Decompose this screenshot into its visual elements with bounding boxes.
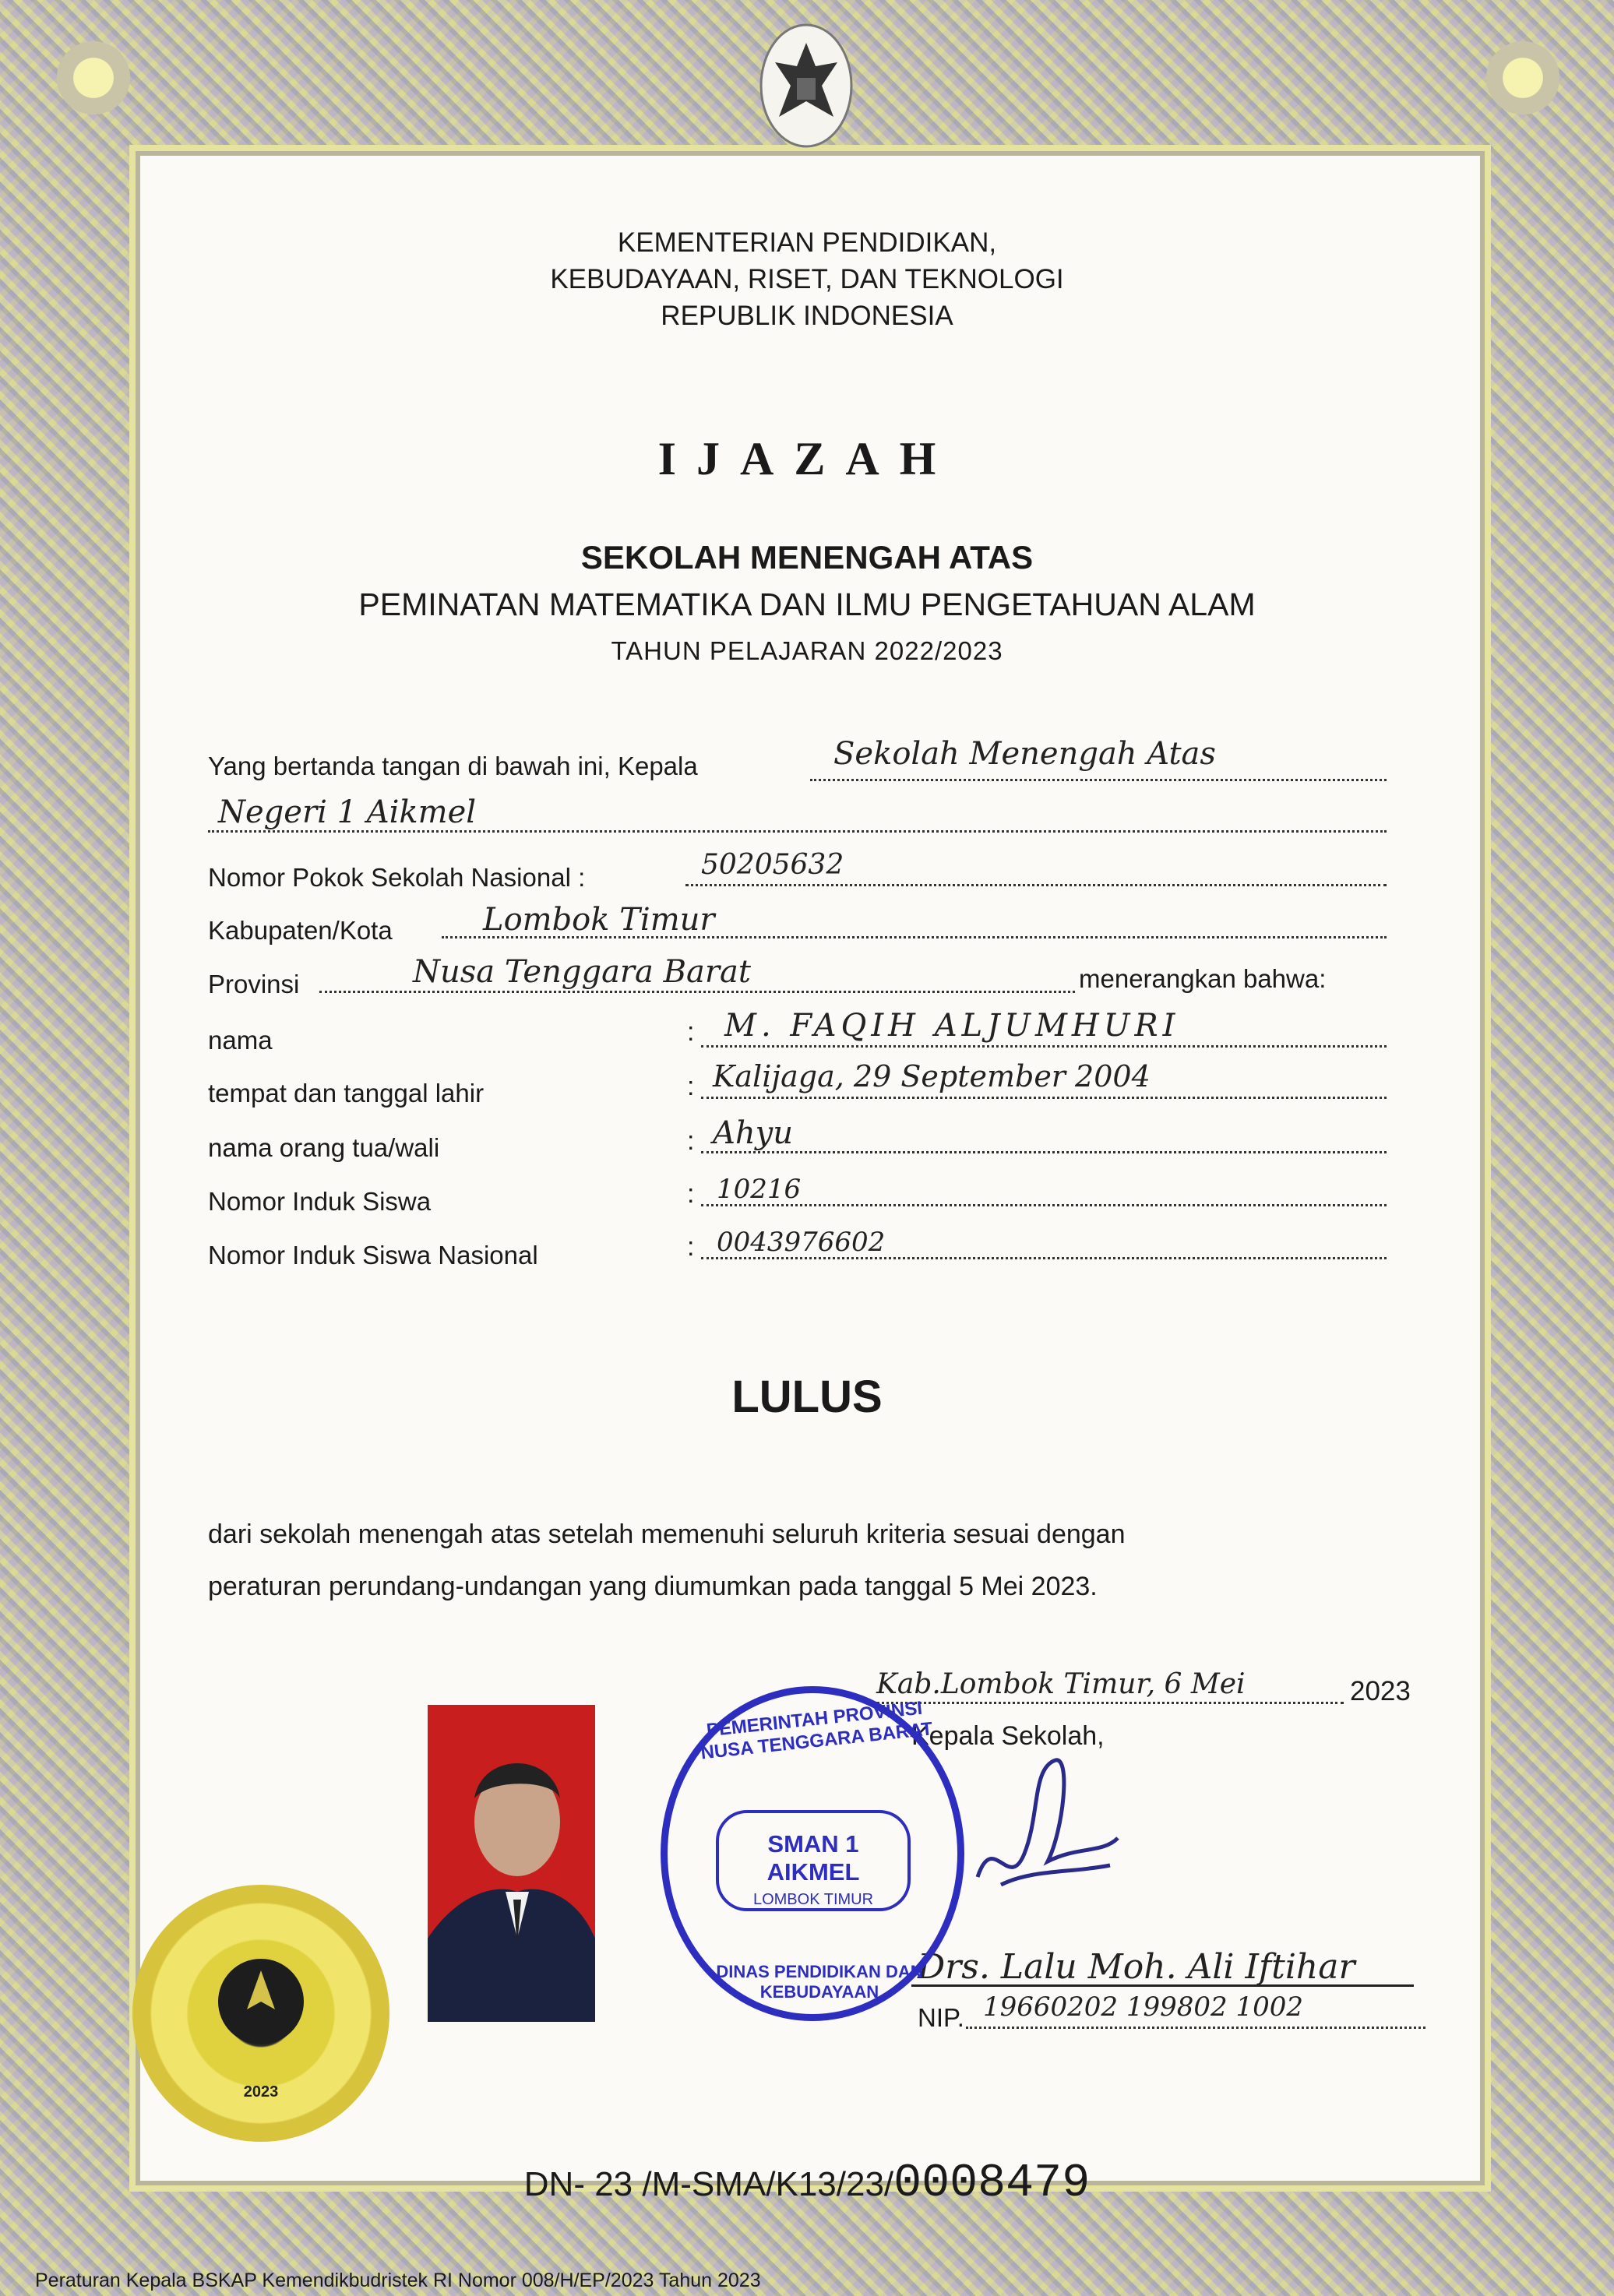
field-label: Nomor Induk Siswa xyxy=(208,1187,432,1216)
ministry-header xyxy=(0,224,1614,334)
dotted-line xyxy=(810,779,1387,781)
field-label: nama orang tua/wali xyxy=(208,1133,440,1162)
npsn-value: 50205632 xyxy=(701,849,844,881)
dotted-line xyxy=(701,1204,1387,1206)
national-student-id: 0043976602 xyxy=(717,1227,886,1258)
garuda-emblem-icon xyxy=(759,23,853,148)
city-label: Kabupaten/Kota xyxy=(208,916,393,945)
principal-name: Drs. Lalu Moh. Ali Iftihar xyxy=(918,1947,1355,1987)
student-name: M. FAQIH ALJUMHURI xyxy=(724,1008,1180,1044)
nip-value: 19660202 199802 1002 xyxy=(983,1991,1303,2023)
school-name-line2: Negeri 1 Aikmel xyxy=(218,794,477,830)
corner-ornament xyxy=(1476,31,1570,125)
student-photo xyxy=(428,1705,595,2022)
dotted-line xyxy=(701,1045,1387,1048)
hologram-seal xyxy=(132,1885,389,2142)
dotted-line xyxy=(701,1151,1387,1153)
document-title: IJAZAH xyxy=(657,433,957,484)
ministry-line: KEMENTERIAN PENDIDIKAN, xyxy=(617,227,997,258)
states-label: menerangkan bahwa: xyxy=(1079,964,1327,993)
stamp-school: SMAN 1 AIKMEL xyxy=(766,1830,860,1886)
ministry-line: KEBUDAYAAN, RISET, DAN TEKNOLOGI xyxy=(550,264,1064,294)
serial-number xyxy=(0,2157,1614,2210)
school-type: SEKOLAH MENENGAH ATAS xyxy=(580,539,1034,576)
corner-ornament xyxy=(47,31,140,125)
sign-role: Kepala Sekolah, xyxy=(911,1721,1105,1751)
dotted-line xyxy=(208,830,1387,833)
intro-label: Yang bertanda tangan di bawah ini, Kepala xyxy=(208,752,698,780)
birth-place-date: Kalijaga, 29 September 2004 xyxy=(713,1059,1151,1093)
stamp-center xyxy=(716,1810,911,1911)
official-stamp xyxy=(661,1686,964,2021)
field-colon: : xyxy=(687,1179,695,1209)
field-label: nama xyxy=(208,1026,273,1055)
tut-wuri-handayani-icon xyxy=(214,1955,308,2048)
closing-line: dari sekolah menengah atas setelah memenuhi seluruh kriteria sesuai dengan xyxy=(208,1520,1126,1549)
sign-year: 2023 xyxy=(1350,1676,1411,1706)
field-label: tempat dan tanggal lahir xyxy=(208,1079,485,1108)
field-label: Nomor Induk Siswa Nasional xyxy=(208,1241,538,1269)
sign-place-date: Kab.Lombok Timur, 6 Mei xyxy=(876,1668,1246,1700)
stamp-ring-bottom: DINAS PENDIDIKAN DAN KEBUDAYAAN xyxy=(716,1962,923,2002)
nip-label: NIP. xyxy=(918,2003,964,2032)
signature-underline xyxy=(911,1984,1414,1987)
npsn-label: Nomor Pokok Sekolah Nasional : xyxy=(208,863,586,892)
field-colon: : xyxy=(687,1017,695,1047)
signature-scribble-icon xyxy=(954,1737,1141,1916)
dotted-line xyxy=(701,1097,1387,1099)
stamp-ring-top: PEMERINTAH PROVINSI NUSA TENGGARA BARAT xyxy=(700,1697,934,1764)
footer-regulation-note: Peraturan Kepala BSKAP Kemendikbudristek RI Nomor 008/H/EP/2023 Tahun 2023 xyxy=(35,2270,761,2291)
result-status: LULUS xyxy=(731,1372,883,1422)
province-label: Provinsi xyxy=(208,970,300,998)
seal-year: 2023 xyxy=(243,2083,279,2101)
dotted-line xyxy=(876,1702,1344,1704)
portrait-icon xyxy=(428,1705,595,2022)
field-colon: : xyxy=(687,1072,695,1101)
serial-digits: 0008479 xyxy=(893,2157,1091,2210)
serial-prefix: DN- 23 /M-SMA/K13/23/ xyxy=(523,2165,894,2203)
student-id: 10216 xyxy=(717,1174,802,1205)
academic-year: TAHUN PELAJARAN 2022/2023 xyxy=(611,636,1003,665)
closing-line: peraturan perundang-undangan yang diumumkan pada tanggal 5 Mei 2023. xyxy=(208,1572,1098,1601)
field-colon: : xyxy=(687,1126,695,1156)
province-value: Nusa Tenggara Barat xyxy=(413,954,751,990)
city-value: Lombok Timur xyxy=(483,902,715,938)
stamp-region: LOMBOK TIMUR xyxy=(752,1891,874,1908)
parent-name: Ahyu xyxy=(713,1115,794,1151)
field-colon: : xyxy=(687,1232,695,1262)
dotted-line xyxy=(685,884,1387,886)
ministry-line: REPUBLIK INDONESIA xyxy=(661,301,953,331)
dotted-line xyxy=(966,2027,1425,2029)
program-name: PEMINATAN MATEMATIKA DAN ILMU PENGETAHUAN ALAM xyxy=(358,586,1256,622)
school-name-line1: Sekolah Menengah Atas xyxy=(833,736,1216,772)
dotted-line xyxy=(319,991,1075,993)
